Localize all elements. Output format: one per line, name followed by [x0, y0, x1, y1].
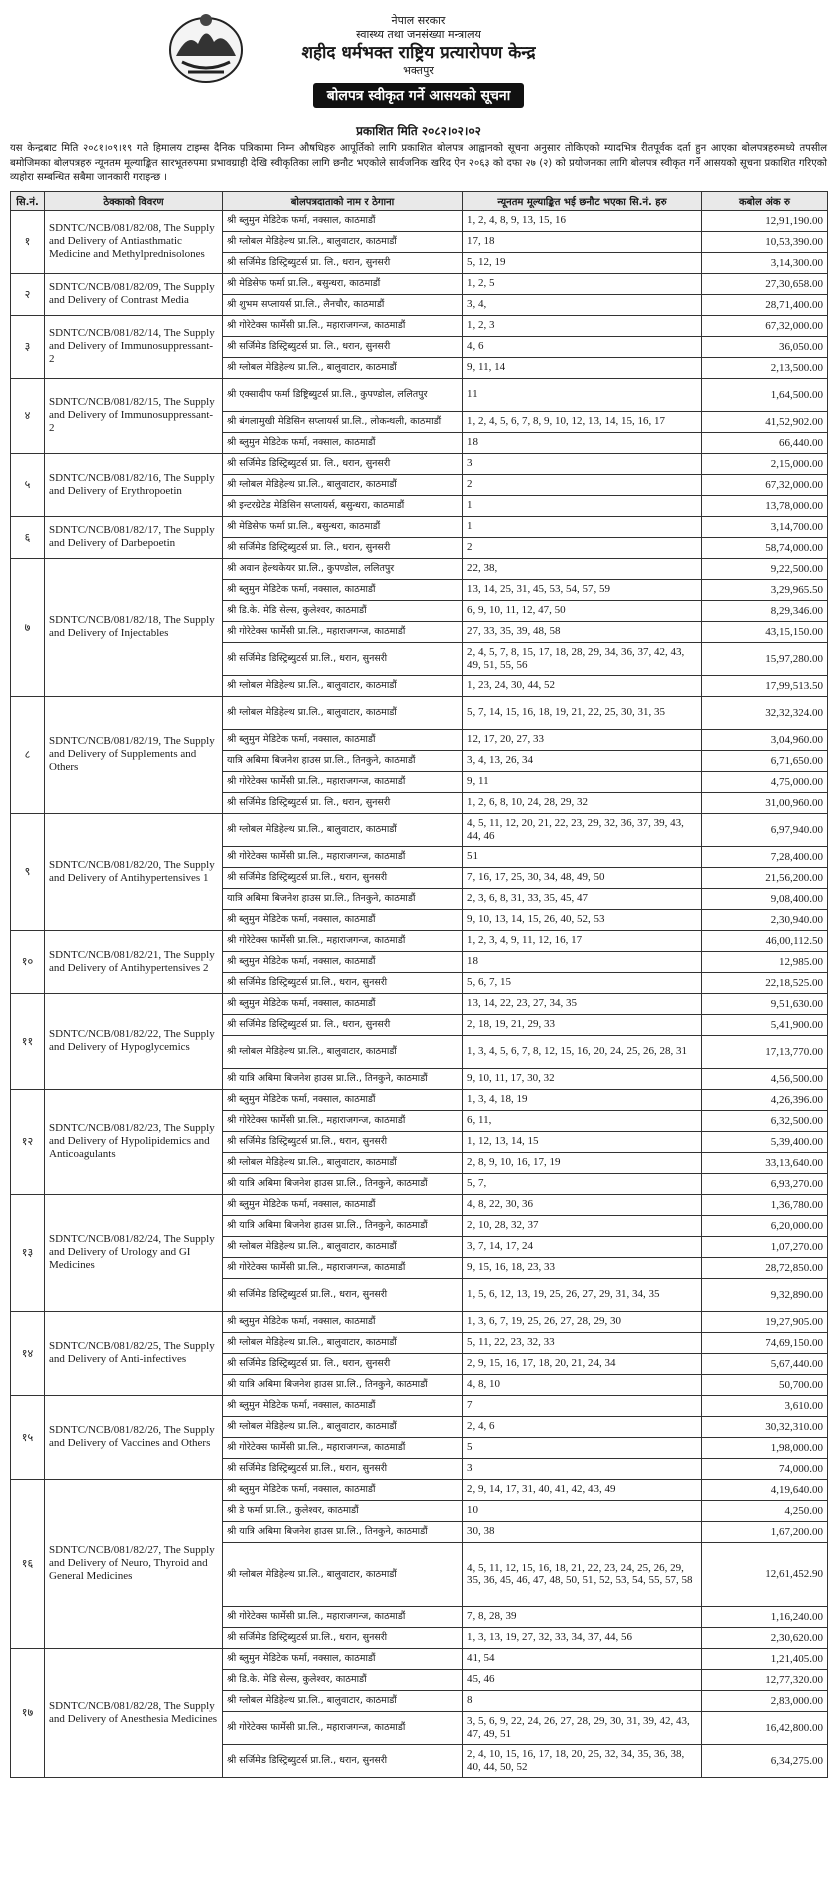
contract-description: SDNTC/NCB/081/82/08, The Supply and Delivery of Antiasthmatic Medicine and Methylprednisolones — [45, 210, 223, 273]
selected-items: 22, 38, — [463, 558, 702, 579]
bidder-name: श्री ग्लोबल मेडिहेल्थ प्रा.लि., बालुवाटार, काठमाडौं — [223, 1236, 463, 1257]
selected-items: 3 — [463, 1458, 702, 1479]
bidder-name: श्री गोरेटेक्स फार्मेसी प्रा.लि., महाराजगन्ज, काठमाडौं — [223, 1437, 463, 1458]
selected-items: 6, 9, 10, 11, 12, 47, 50 — [463, 600, 702, 621]
bid-amount: 6,97,940.00 — [702, 813, 828, 846]
selected-items: 27, 33, 35, 39, 48, 58 — [463, 621, 702, 642]
bidder-name: श्री ग्लोबल मेडिहेल्थ प्रा.लि., बालुवाटार, काठमाडौं — [223, 813, 463, 846]
bidder-name: श्री यात्रि अबिमा बिजनेश हाउस प्रा.लि., तिनकुने, काठमाडौं — [223, 1374, 463, 1395]
col-header-amount: कबोल अंक रु — [702, 191, 828, 210]
bid-amount: 1,67,200.00 — [702, 1521, 828, 1542]
selected-items: 1, 12, 13, 14, 15 — [463, 1131, 702, 1152]
bidder-name: श्री ग्लोबल मेडिहेल्थ प्रा.लि., बालुवाटार, काठमाडौं — [223, 1332, 463, 1353]
bid-amount: 12,91,190.00 — [702, 210, 828, 231]
bidder-name: श्री ब्लुमुन मेडिटेक फर्मा, नक्साल, काठमाडौं — [223, 1311, 463, 1332]
selected-items: 11 — [463, 378, 702, 411]
bid-amount: 67,32,000.00 — [702, 315, 828, 336]
bid-amount: 9,32,890.00 — [702, 1278, 828, 1311]
bidder-name: श्री ग्लोबल मेडिहेल्थ प्रा.लि., बालुवाटार, काठमाडौं — [223, 675, 463, 696]
bid-amount: 3,29,965.50 — [702, 579, 828, 600]
bid-amount: 3,14,300.00 — [702, 252, 828, 273]
bid-amount: 21,56,200.00 — [702, 867, 828, 888]
contract-description: SDNTC/NCB/081/82/16, The Supply and Delivery of Erythropoetin — [45, 453, 223, 516]
bidder-name: श्री सर्जिमेड डिस्ट्रिब्युटर्स प्रा.लि., धरान, सुनसरी — [223, 1278, 463, 1311]
bidder-name: श्री मेडिसेफ फर्मा प्रा.लि., बसुन्धरा, काठमाडौं — [223, 516, 463, 537]
table-row — [11, 210, 828, 231]
bidder-name: श्री सर्जिमेड डिस्ट्रिब्युटर्स प्रा.लि., धरान, सुनसरी — [223, 642, 463, 675]
bidder-name: श्री ब्लुमुन मेडिटेक फर्मा, नक्साल, काठमाडौं — [223, 909, 463, 930]
bid-amount: 9,22,500.00 — [702, 558, 828, 579]
selected-items: 2, 10, 28, 32, 37 — [463, 1215, 702, 1236]
contract-description: SDNTC/NCB/081/82/21, The Supply and Delivery of Antihypertensives 2 — [45, 930, 223, 993]
bidder-name: श्री इन्टरग्रेटेड मेडिसिन सप्लायर्स, बसुन्धरा, काठमाडौं — [223, 495, 463, 516]
bid-amount: 3,610.00 — [702, 1395, 828, 1416]
table-row — [11, 1311, 828, 1332]
selected-items: 2, 9, 14, 17, 31, 40, 41, 42, 43, 49 — [463, 1479, 702, 1500]
table-row — [11, 1194, 828, 1215]
bid-amount: 43,15,150.00 — [702, 621, 828, 642]
bidder-name: श्री डि.के. मेडि सेल्स, कुलेश्वर, काठमाडौं — [223, 1669, 463, 1690]
bidder-name: श्री ब्लुमुन मेडिटेक फर्मा, नक्साल, काठमाडौं — [223, 1395, 463, 1416]
bidder-name: श्री यात्रि अबिमा बिजनेश हाउस प्रा.लि., तिनकुने, काठमाडौं — [223, 1173, 463, 1194]
bid-amount: 28,71,400.00 — [702, 294, 828, 315]
bid-amount: 15,97,280.00 — [702, 642, 828, 675]
selected-items: 2, 9, 15, 16, 17, 18, 20, 21, 24, 34 — [463, 1353, 702, 1374]
selected-items: 1, 3, 13, 19, 27, 32, 33, 34, 37, 44, 56 — [463, 1627, 702, 1648]
bid-amount: 13,78,000.00 — [702, 495, 828, 516]
bidder-name: श्री ब्लुमुन मेडिटेक फर्मा, नक्साल, काठमाडौं — [223, 1194, 463, 1215]
bidder-name: श्री गोरेटेक्स फार्मेसी प्रा.लि., महाराजगन्ज, काठमाडौं — [223, 621, 463, 642]
selected-items: 1 — [463, 516, 702, 537]
bid-amount: 36,050.00 — [702, 336, 828, 357]
bid-amount: 2,30,620.00 — [702, 1627, 828, 1648]
selected-items: 4, 5, 11, 12, 20, 21, 22, 23, 29, 32, 36, 37, 39, 43, 44, 46 — [463, 813, 702, 846]
bidder-name: श्री यात्रि अबिमा बिजनेश हाउस प्रा.लि., तिनकुने, काठमाडौं — [223, 1521, 463, 1542]
selected-items: 18 — [463, 951, 702, 972]
bid-amount: 6,34,275.00 — [702, 1744, 828, 1777]
serial-number: ५ — [11, 453, 45, 516]
bidder-name: श्री गोरेटेक्स फार्मेसी प्रा.लि., महाराजगन्ज, काठमाडौं — [223, 1606, 463, 1627]
bid-amount: 9,08,400.00 — [702, 888, 828, 909]
bid-amount: 30,32,310.00 — [702, 1416, 828, 1437]
selected-items: 6, 11, — [463, 1110, 702, 1131]
bid-amount: 1,98,000.00 — [702, 1437, 828, 1458]
bid-amount: 1,36,780.00 — [702, 1194, 828, 1215]
col-header-bidder: बोलपत्रदाताको नाम र ठेगाना — [223, 191, 463, 210]
bid-amount: 9,51,630.00 — [702, 993, 828, 1014]
bid-amount: 74,69,150.00 — [702, 1332, 828, 1353]
bidder-name: श्री गोरेटेक्स फार्मेसी प्रा.लि., महाराजगन्ज, काठमाडौं — [223, 1110, 463, 1131]
bid-amount: 6,20,000.00 — [702, 1215, 828, 1236]
bid-amount: 74,000.00 — [702, 1458, 828, 1479]
selected-items: 2, 4, 6 — [463, 1416, 702, 1437]
bidder-name: श्री सर्जिमेड डिस्ट्रिब्युटर्स प्रा. लि., धरान, सुनसरी — [223, 537, 463, 558]
bidder-name: श्री ब्लुमुन मेडिटेक फर्मा, नक्साल, काठमाडौं — [223, 729, 463, 750]
selected-items: 2 — [463, 537, 702, 558]
table-row — [11, 930, 828, 951]
table-row — [11, 993, 828, 1014]
table-row — [11, 378, 828, 411]
serial-number: १३ — [11, 1194, 45, 1311]
bid-amount: 33,13,640.00 — [702, 1152, 828, 1173]
selected-items: 7, 16, 17, 25, 30, 34, 48, 49, 50 — [463, 867, 702, 888]
table-row — [11, 1089, 828, 1110]
published-date: प्रकाशित मिति २०८२।०२।०२ — [356, 124, 481, 138]
bid-amount: 66,440.00 — [702, 432, 828, 453]
bidder-name: श्री ब्लुमुन मेडिटेक फर्मा, नक्साल, काठमाडौं — [223, 432, 463, 453]
bid-amount: 28,72,850.00 — [702, 1257, 828, 1278]
selected-items: 1, 5, 6, 12, 13, 19, 25, 26, 27, 29, 31, 34, 35 — [463, 1278, 702, 1311]
bid-amount: 19,27,905.00 — [702, 1311, 828, 1332]
contract-description: SDNTC/NCB/081/82/23, The Supply and Delivery of Hypolipidemics and Anticoagulants — [45, 1089, 223, 1194]
bidder-name: श्री डे फर्मा प्रा.लि., कुलेश्वर, काठमाडौं — [223, 1500, 463, 1521]
selected-items: 4, 8, 10 — [463, 1374, 702, 1395]
location: भक्तपुर — [403, 64, 434, 77]
bidder-name: श्री सर्जिमेड डिस्ट्रिब्युटर्स प्रा. लि., धरान, सुनसरी — [223, 1014, 463, 1035]
bidder-name: श्री ग्लोबल मेडिहेल्थ प्रा.लि., बालुवाटार, काठमाडौं — [223, 474, 463, 495]
serial-number: १५ — [11, 1395, 45, 1479]
serial-number: ८ — [11, 696, 45, 813]
bidder-name: श्री ग्लोबल मेडिहेल्थ प्रा.लि., बालुवाटार, काठमाडौं — [223, 231, 463, 252]
bid-amount: 41,52,902.00 — [702, 411, 828, 432]
bidder-name: श्री ब्लुमुन मेडिटेक फर्मा, नक्साल, काठमाडौं — [223, 1089, 463, 1110]
intro-paragraph: यस केन्द्रबाट मिति २०८१।०९।१९ गते हिमालय टाइम्स दैनिक पत्रिकामा निम्न औषधिहरु आपूर्तिको लागि प्रकाशित बोलपत्र आह्वानको सूचना अनुसार तोकिएको म्यादभित्र रीतपूर्वक दर्ता हुन आएका बोलपत्रहरुमध्ये तपसील बमोजिमका बोलपत्रहरु न्यूनतम मूल्याङ्कित सारभूतरुपमा प्रभावग्राही देखि स्वीकृतिका लागि छनौट भएकोले सार्वजनिक खरिद ऐन २०६३ को दफा २७ (२) को प्रयोजनका लागि बोलपत्र स्वीकृत गर्ने आसयको सूचना प्रकाशित गरिएको व्यहोरा सम्बन्धित सबैमा जानकारी गराइन्छ । — [10, 143, 827, 183]
selected-items: 2, 3, 6, 8, 31, 33, 35, 45, 47 — [463, 888, 702, 909]
bidder-name: श्री ग्लोबल मेडिहेल्थ प्रा.लि., बालुवाटार, काठमाडौं — [223, 1152, 463, 1173]
bidder-name: श्री सर्जिमेड डिस्ट्रिब्युटर्स प्रा. लि., धरान, सुनसरी — [223, 453, 463, 474]
bid-amount: 22,18,525.00 — [702, 972, 828, 993]
selected-items: 30, 38 — [463, 1521, 702, 1542]
serial-number: १७ — [11, 1648, 45, 1777]
table-row — [11, 1479, 828, 1500]
table-row — [11, 1395, 828, 1416]
selected-items: 1, 23, 24, 30, 44, 52 — [463, 675, 702, 696]
selected-items: 1, 2, 5 — [463, 273, 702, 294]
bid-amount: 1,16,240.00 — [702, 1606, 828, 1627]
selected-items: 9, 11 — [463, 771, 702, 792]
contract-description: SDNTC/NCB/081/82/25, The Supply and Delivery of Anti-infectives — [45, 1311, 223, 1395]
bidder-name: श्री ग्लोबल मेडिहेल्थ प्रा.लि., बालुवाटार, काठमाडौं — [223, 696, 463, 729]
selected-items: 5, 7, 14, 15, 16, 18, 19, 21, 22, 25, 30, 31, 35 — [463, 696, 702, 729]
selected-items: 5, 11, 22, 23, 32, 33 — [463, 1332, 702, 1353]
contract-description: SDNTC/NCB/081/82/17, The Supply and Delivery of Darbepoetin — [45, 516, 223, 558]
selected-items: 1, 2, 6, 8, 10, 24, 28, 29, 32 — [463, 792, 702, 813]
table-row — [11, 558, 828, 579]
bidder-name: श्री सर्जिमेड डिस्ट्रिब्युटर्स प्रा.लि., धरान, सुनसरी — [223, 1131, 463, 1152]
selected-items: 1, 2, 4, 5, 6, 7, 8, 9, 10, 12, 13, 14, 15, 16, 17 — [463, 411, 702, 432]
bid-amount: 2,15,000.00 — [702, 453, 828, 474]
ministry-name: स्वास्थ्य तथा जनसंख्या मन्त्रालय — [356, 28, 481, 41]
bid-amount: 31,00,960.00 — [702, 792, 828, 813]
bidder-name: श्री गोरेटेक्स फार्मेसी प्रा.लि., महाराजगन्ज, काठमाडौं — [223, 315, 463, 336]
serial-number: २ — [11, 273, 45, 315]
selected-items: 9, 10, 13, 14, 15, 26, 40, 52, 53 — [463, 909, 702, 930]
bidder-name: श्री ब्लुमुन मेडिटेक फर्मा, नक्साल, काठमाडौं — [223, 1648, 463, 1669]
bid-amount: 4,26,396.00 — [702, 1089, 828, 1110]
bid-amount: 2,83,000.00 — [702, 1690, 828, 1711]
bidder-name: श्री सर्जिमेड डिस्ट्रिब्युटर्स प्रा.लि., धरान, सुनसरी — [223, 1627, 463, 1648]
serial-number: ७ — [11, 558, 45, 696]
bidder-name: यात्रि अबिमा बिजनेश हाउस प्रा.लि., तिनकुने, काठमाडौं — [223, 888, 463, 909]
selected-items: 9, 10, 11, 17, 30, 32 — [463, 1068, 702, 1089]
bidder-name: श्री गोरेटेक्स फार्मेसी प्रा.लि., महाराजगन्ज, काठमाडौं — [223, 846, 463, 867]
selected-items: 7, 8, 28, 39 — [463, 1606, 702, 1627]
bidder-name: श्री डि.के. मेडि सेल्स, कुलेश्वर, काठमाडौं — [223, 600, 463, 621]
serial-number: ६ — [11, 516, 45, 558]
selected-items: 1, 2, 4, 8, 9, 13, 15, 16 — [463, 210, 702, 231]
selected-items: 10 — [463, 1500, 702, 1521]
bidder-name: श्री ग्लोबल मेडिहेल्थ प्रा.लि., बालुवाटार, काठमाडौं — [223, 1035, 463, 1068]
selected-items: 1 — [463, 495, 702, 516]
bid-amount: 6,32,500.00 — [702, 1110, 828, 1131]
bid-amount: 7,28,400.00 — [702, 846, 828, 867]
selected-items: 8 — [463, 1690, 702, 1711]
selected-items: 1, 2, 3 — [463, 315, 702, 336]
selected-items: 2, 8, 9, 10, 16, 17, 19 — [463, 1152, 702, 1173]
table-row — [11, 813, 828, 846]
bidder-name: श्री ग्लोबल मेडिहेल्थ प्रा.लि., बालुवाटार, काठमाडौं — [223, 1416, 463, 1437]
bid-amount: 27,30,658.00 — [702, 273, 828, 294]
selected-items: 13, 14, 25, 31, 45, 53, 54, 57, 59 — [463, 579, 702, 600]
table-row — [11, 453, 828, 474]
selected-items: 3, 5, 6, 9, 22, 24, 26, 27, 28, 29, 30, 31, 39, 42, 43, 47, 49, 51 — [463, 1711, 702, 1744]
bidder-name: श्री शुभम सप्लायर्स प्रा.लि., लैनचौर, काठमाडौं — [223, 294, 463, 315]
bidder-name: श्री बंगलामुखी मेडिसिन सप्लायर्स प्रा.लि., लोकन्थली, काठमाडौं — [223, 411, 463, 432]
contract-description: SDNTC/NCB/081/82/18, The Supply and Delivery of Injectables — [45, 558, 223, 696]
selected-items: 3 — [463, 453, 702, 474]
notice-title: बोलपत्र स्वीकृत गर्ने आसयको सूचना — [313, 83, 525, 108]
bid-amount: 58,74,000.00 — [702, 537, 828, 558]
serial-number: ११ — [11, 993, 45, 1089]
col-header-sn: सि.नं. — [11, 191, 45, 210]
bidder-name: श्री अवान हेल्थकेयर प्रा.लि., कुपण्डोल, ललितपुर — [223, 558, 463, 579]
table-header-row — [11, 191, 828, 210]
bid-amount: 46,00,112.50 — [702, 930, 828, 951]
bidder-name: श्री मेडिसेफ फर्मा प्रा.लि., बसुन्धरा, काठमाडौं — [223, 273, 463, 294]
selected-items: 2, 4, 5, 7, 8, 15, 17, 18, 28, 29, 34, 36, 37, 42, 43, 49, 51, 55, 56 — [463, 642, 702, 675]
contract-description: SDNTC/NCB/081/82/28, The Supply and Delivery of Anesthesia Medicines — [45, 1648, 223, 1777]
selected-items: 45, 46 — [463, 1669, 702, 1690]
serial-number: १० — [11, 930, 45, 993]
selected-items: 4, 6 — [463, 336, 702, 357]
bid-amount: 17,13,770.00 — [702, 1035, 828, 1068]
government-name: नेपाल सरकार — [391, 14, 446, 27]
bid-amount: 4,75,000.00 — [702, 771, 828, 792]
contract-description: SDNTC/NCB/081/82/27, The Supply and Delivery of Neuro, Thyroid and General Medicines — [45, 1479, 223, 1648]
selected-items: 3, 4, — [463, 294, 702, 315]
bid-amount: 2,13,500.00 — [702, 357, 828, 378]
bid-amount: 3,14,700.00 — [702, 516, 828, 537]
table-body — [11, 210, 828, 1777]
selected-items: 2, 4, 10, 15, 16, 17, 18, 20, 25, 32, 34, 35, 36, 38, 40, 44, 50, 52 — [463, 1744, 702, 1777]
selected-items: 1, 3, 4, 5, 6, 7, 8, 12, 15, 16, 20, 24, 25, 26, 28, 31 — [463, 1035, 702, 1068]
bidder-name: श्री गोरेटेक्स फार्मेसी प्रा.लि., महाराजगन्ज, काठमाडौं — [223, 1257, 463, 1278]
bidder-name: श्री यात्रि अबिमा बिजनेश हाउस प्रा.लि., तिनकुने, काठमाडौं — [223, 1068, 463, 1089]
bid-amount: 5,41,900.00 — [702, 1014, 828, 1035]
selected-items: 7 — [463, 1395, 702, 1416]
selected-items: 5, 7, — [463, 1173, 702, 1194]
bidder-name: श्री ब्लुमुन मेडिटेक फर्मा, नक्साल, काठमाडौं — [223, 951, 463, 972]
selected-items: 9, 11, 14 — [463, 357, 702, 378]
bidder-name: श्री एक्सादीप फर्मा डिष्ट्रिब्युटर्स प्रा.लि., कुपण्डोल, ललितपुर — [223, 378, 463, 411]
serial-number: ९ — [11, 813, 45, 930]
bidder-name: श्री सर्जिमेड डिस्ट्रिब्युटर्स प्रा.लि., धरान, सुनसरी — [223, 1744, 463, 1777]
bidder-name: श्री सर्जिमेड डिस्ट्रिब्युटर्स प्रा. लि., धरान, सुनसरी — [223, 336, 463, 357]
bid-amount: 12,61,452.90 — [702, 1542, 828, 1606]
bidder-name: श्री सर्जिमेड डिस्ट्रिब्युटर्स प्रा. लि., धरान, सुनसरी — [223, 252, 463, 273]
selected-items: 1, 3, 6, 7, 19, 25, 26, 27, 28, 29, 30 — [463, 1311, 702, 1332]
selected-items: 9, 15, 16, 18, 23, 33 — [463, 1257, 702, 1278]
selected-items: 2 — [463, 474, 702, 495]
bidder-name: श्री गोरेटेक्स फार्मेसी प्रा.लि., महाराजगन्ज, काठमाडौं — [223, 771, 463, 792]
selected-items: 41, 54 — [463, 1648, 702, 1669]
serial-number: ४ — [11, 378, 45, 453]
bidder-name: श्री सर्जिमेड डिस्ट्रिब्युटर्स प्रा.लि., धरान, सुनसरी — [223, 1458, 463, 1479]
bidder-name: श्री सर्जिमेड डिस्ट्रिब्युटर्स प्रा.लि., धरान, सुनसरी — [223, 867, 463, 888]
bid-amount: 12,985.00 — [702, 951, 828, 972]
bid-amount: 4,19,640.00 — [702, 1479, 828, 1500]
bid-amount: 50,700.00 — [702, 1374, 828, 1395]
serial-number: १ — [11, 210, 45, 273]
center-name: शहीद धर्मभक्त राष्ट्रिय प्रत्यारोपण केन्द्र — [301, 43, 536, 63]
bidder-name: श्री गोरेटेक्स फार्मेसी प्रा.लि., महाराजगन्ज, काठमाडौं — [223, 930, 463, 951]
contract-description: SDNTC/NCB/081/82/26, The Supply and Delivery of Vaccines and Others — [45, 1395, 223, 1479]
serial-number: ३ — [11, 315, 45, 378]
selected-items: 5 — [463, 1437, 702, 1458]
selected-items: 17, 18 — [463, 231, 702, 252]
bid-amount: 5,39,400.00 — [702, 1131, 828, 1152]
selected-items: 3, 4, 13, 26, 34 — [463, 750, 702, 771]
serial-number: १६ — [11, 1479, 45, 1648]
bid-amount: 17,99,513.50 — [702, 675, 828, 696]
selected-items: 51 — [463, 846, 702, 867]
table-row — [11, 696, 828, 729]
bid-amount: 3,04,960.00 — [702, 729, 828, 750]
selected-items: 4, 8, 22, 30, 36 — [463, 1194, 702, 1215]
bidder-name: श्री ग्लोबल मेडिहेल्थ प्रा.लि., बालुवाटार, काठमाडौं — [223, 1542, 463, 1606]
bidder-name: श्री ब्लुमुन मेडिटेक फर्मा, नक्साल, काठमाडौं — [223, 993, 463, 1014]
selected-items: 1, 2, 3, 4, 9, 11, 12, 16, 17 — [463, 930, 702, 951]
selected-items: 1, 3, 4, 18, 19 — [463, 1089, 702, 1110]
selected-items: 18 — [463, 432, 702, 453]
bid-amount: 1,21,405.00 — [702, 1648, 828, 1669]
selected-items: 3, 7, 14, 17, 24 — [463, 1236, 702, 1257]
bid-amount: 10,53,390.00 — [702, 231, 828, 252]
table-row — [11, 273, 828, 294]
bidder-name: श्री यात्रि अबिमा बिजनेश हाउस प्रा.लि., तिनकुने, काठमाडौं — [223, 1215, 463, 1236]
contract-description: SDNTC/NCB/081/82/09, The Supply and Delivery of Contrast Media — [45, 273, 223, 315]
bidder-name: यात्रि अबिमा बिजनेश हाउस प्रा.लि., तिनकुने, काठमाडौं — [223, 750, 463, 771]
bid-amount: 16,42,800.00 — [702, 1711, 828, 1744]
bid-amount: 32,32,324.00 — [702, 696, 828, 729]
bid-amount: 4,250.00 — [702, 1500, 828, 1521]
bid-amount: 67,32,000.00 — [702, 474, 828, 495]
bidder-name: श्री ब्लुमुन मेडिटेक फर्मा, नक्साल, काठमाडौं — [223, 1479, 463, 1500]
selected-items: 5, 6, 7, 15 — [463, 972, 702, 993]
selected-items: 13, 14, 22, 23, 27, 34, 35 — [463, 993, 702, 1014]
contract-description: SDNTC/NCB/081/82/22, The Supply and Delivery of Hypoglycemics — [45, 993, 223, 1089]
bid-amount: 12,77,320.00 — [702, 1669, 828, 1690]
bid-amount: 6,71,650.00 — [702, 750, 828, 771]
bid-amount: 6,93,270.00 — [702, 1173, 828, 1194]
selected-items: 5, 12, 19 — [463, 252, 702, 273]
bidder-name: श्री ब्लुमुन मेडिटेक फर्मा, नक्साल, काठमाडौं — [223, 579, 463, 600]
bid-amount: 4,56,500.00 — [702, 1068, 828, 1089]
bidder-name: श्री ग्लोबल मेडिहेल्थ प्रा.लि., बालुवाटार, काठमाडौं — [223, 357, 463, 378]
contract-description: SDNTC/NCB/081/82/24, The Supply and Delivery of Urology and GI Medicines — [45, 1194, 223, 1311]
contract-description: SDNTC/NCB/081/82/20, The Supply and Delivery of Antihypertensives 1 — [45, 813, 223, 930]
bidder-name: श्री ग्लोबल मेडिहेल्थ प्रा.लि., बालुवाटार, काठमाडौं — [223, 1690, 463, 1711]
bid-amount: 5,67,440.00 — [702, 1353, 828, 1374]
contract-description: SDNTC/NCB/081/82/19, The Supply and Delivery of Supplements and Others — [45, 696, 223, 813]
selected-items: 12, 17, 20, 27, 33 — [463, 729, 702, 750]
bidder-name: श्री सर्जिमेड डिस्ट्रिब्युटर्स प्रा. लि., धरान, सुनसरी — [223, 1353, 463, 1374]
col-header-items: न्यूनतम मूल्याङ्कित भई छनौट भएका सि.नं. हरु — [463, 191, 702, 210]
bid-amount: 1,07,270.00 — [702, 1236, 828, 1257]
selected-items: 2, 18, 19, 21, 29, 33 — [463, 1014, 702, 1035]
contract-description: SDNTC/NCB/081/82/14, The Supply and Delivery of Immunosuppressant-2 — [45, 315, 223, 378]
bid-amount: 1,64,500.00 — [702, 378, 828, 411]
table-row — [11, 516, 828, 537]
col-header-description: ठेक्काको विवरण — [45, 191, 223, 210]
bid-amount: 8,29,346.00 — [702, 600, 828, 621]
bidder-name: श्री सर्जिमेड डिस्ट्रिब्युटर्स प्रा.लि., धरान, सुनसरी — [223, 972, 463, 993]
bidder-name: श्री सर्जिमेड डिस्ट्रिब्युटर्स प्रा. लि., धरान, सुनसरी — [223, 792, 463, 813]
bidder-name: श्री गोरेटेक्स फार्मेसी प्रा.लि., महाराजगन्ज, काठमाडौं — [223, 1711, 463, 1744]
serial-number: १२ — [11, 1089, 45, 1194]
header — [10, 6, 827, 118]
table-row — [11, 1648, 828, 1669]
bidder-name: श्री ब्लुमुन मेडिटेक फर्मा, नक्साल, काठमाडौं — [223, 210, 463, 231]
contract-description: SDNTC/NCB/081/82/15, The Supply and Delivery of Immunosuppressant-2 — [45, 378, 223, 453]
table-row — [11, 315, 828, 336]
selected-items: 4, 5, 11, 12, 15, 16, 18, 21, 22, 23, 24, 25, 26, 29, 35, 36, 45, 46, 47, 48, 50, 51, 52, 53, 54, 55, 57, 58 — [463, 1542, 702, 1606]
serial-number: १४ — [11, 1311, 45, 1395]
bid-amount: 2,30,940.00 — [702, 909, 828, 930]
bid-table — [10, 191, 828, 1778]
